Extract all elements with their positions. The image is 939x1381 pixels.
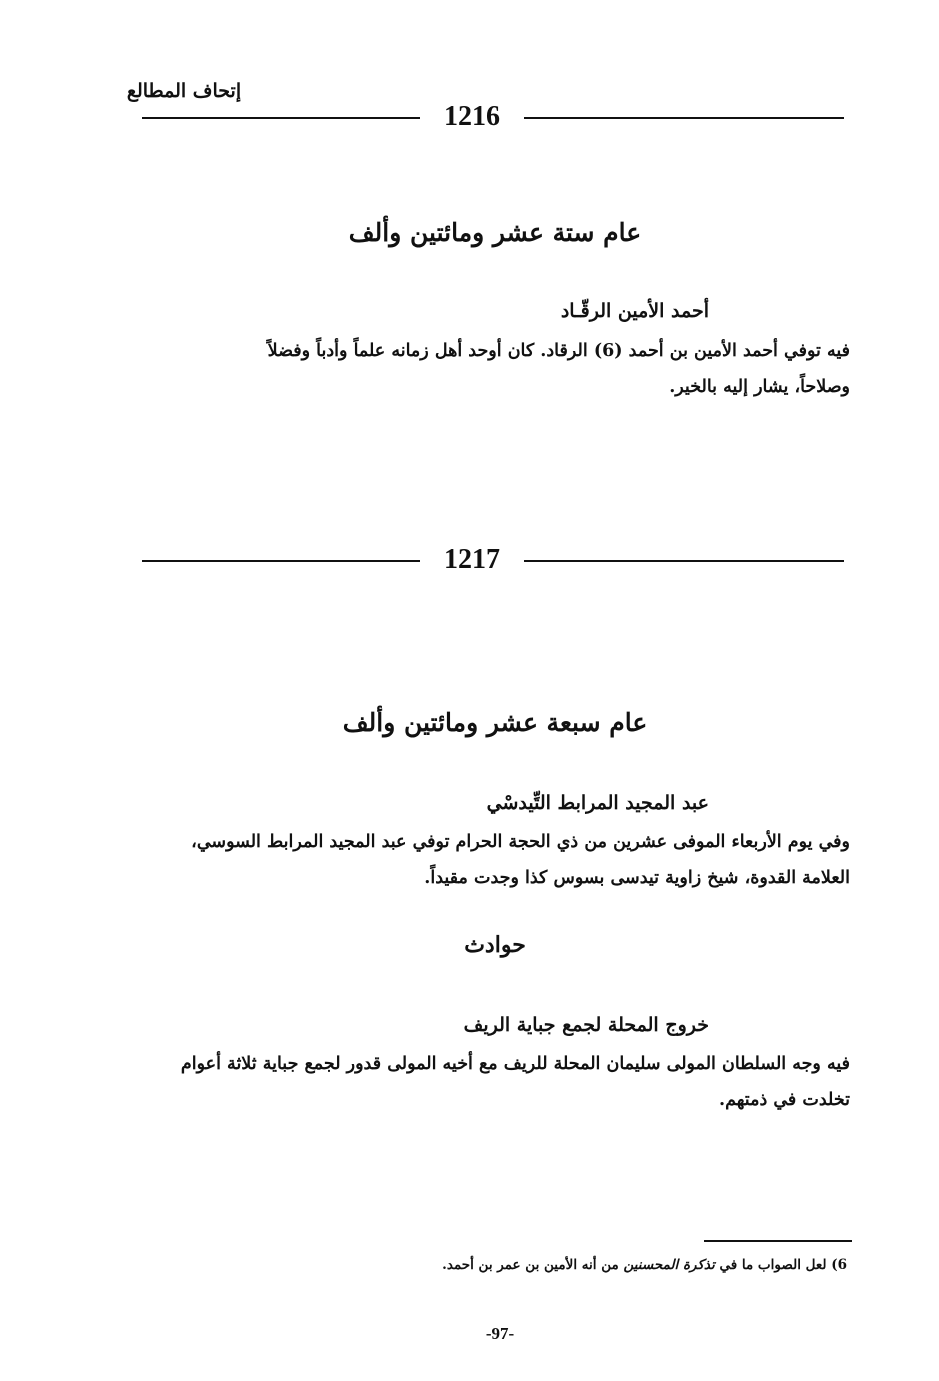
- footnote-text-before: لعل الصواب ما في: [719, 1257, 827, 1273]
- footnote-rule: [704, 1240, 852, 1242]
- paragraph-1216: [140, 333, 850, 405]
- heading-rule-right: [524, 117, 844, 119]
- heading-rule-left: [142, 560, 420, 562]
- heading-rule-left: [142, 117, 420, 119]
- event-title: خروج المحلة لجمع جباية الريف: [463, 1014, 709, 1036]
- paragraph-1217: [140, 824, 850, 896]
- event-paragraph: [140, 1046, 850, 1118]
- paragraph-line: وفي يوم الأربعاء الموفى عشرين من ذي الحجة الحرام توفي عبد المجيد المرابط السوسي،: [191, 832, 850, 852]
- heading-rule-right: [524, 560, 844, 562]
- entry-title-ahmad-al-amin: أحمد الأمين الرقّـاد: [560, 300, 709, 322]
- page-number: -97-: [485, 1324, 515, 1343]
- section-title-1216: عام ستة عشر ومائتين وألف: [348, 218, 642, 247]
- events-title: حوادث: [464, 932, 526, 958]
- footnote-number: 6): [831, 1257, 847, 1273]
- footnote: [327, 1257, 847, 1273]
- section-title-1217: عام سبعة عشر ومائتين وألف: [342, 708, 648, 737]
- footnote-book-title: تذكرة المحسنين: [623, 1257, 715, 1273]
- running-title: إتحاف المطالع: [126, 80, 242, 102]
- year-number: 1216: [444, 101, 500, 132]
- year-number: 1217: [444, 544, 500, 575]
- entry-title-abd-al-majid: عبد المجيد المرابط التِّيدسْي: [486, 792, 709, 814]
- footnote-text-after: من أنه الأمين بن عمر بن أحمد.: [442, 1257, 619, 1273]
- paragraph-line: فيه وجه السلطان المولى سليمان المحلة للريف مع أخيه المولى قدور لجمع جباية ثلاثة أعوام: [180, 1054, 850, 1074]
- year-heading-1217: [142, 540, 848, 580]
- year-heading-1216: [142, 97, 848, 137]
- paragraph-line: العلامة القدوة، شيخ زاوية تيدسى بسوس كذا وجدت مقيداً.: [424, 868, 850, 888]
- paragraph-line: تخلدت في ذمتهم.: [718, 1090, 850, 1110]
- paragraph-line: فيه توفي أحمد الأمين بن أحمد (6) الرقاد. كان أوحد أهل زمانه علماً وأدباً وفضلاً: [267, 341, 850, 361]
- paragraph-line: وصلاحاً، يشار إليه بالخير.: [669, 377, 850, 397]
